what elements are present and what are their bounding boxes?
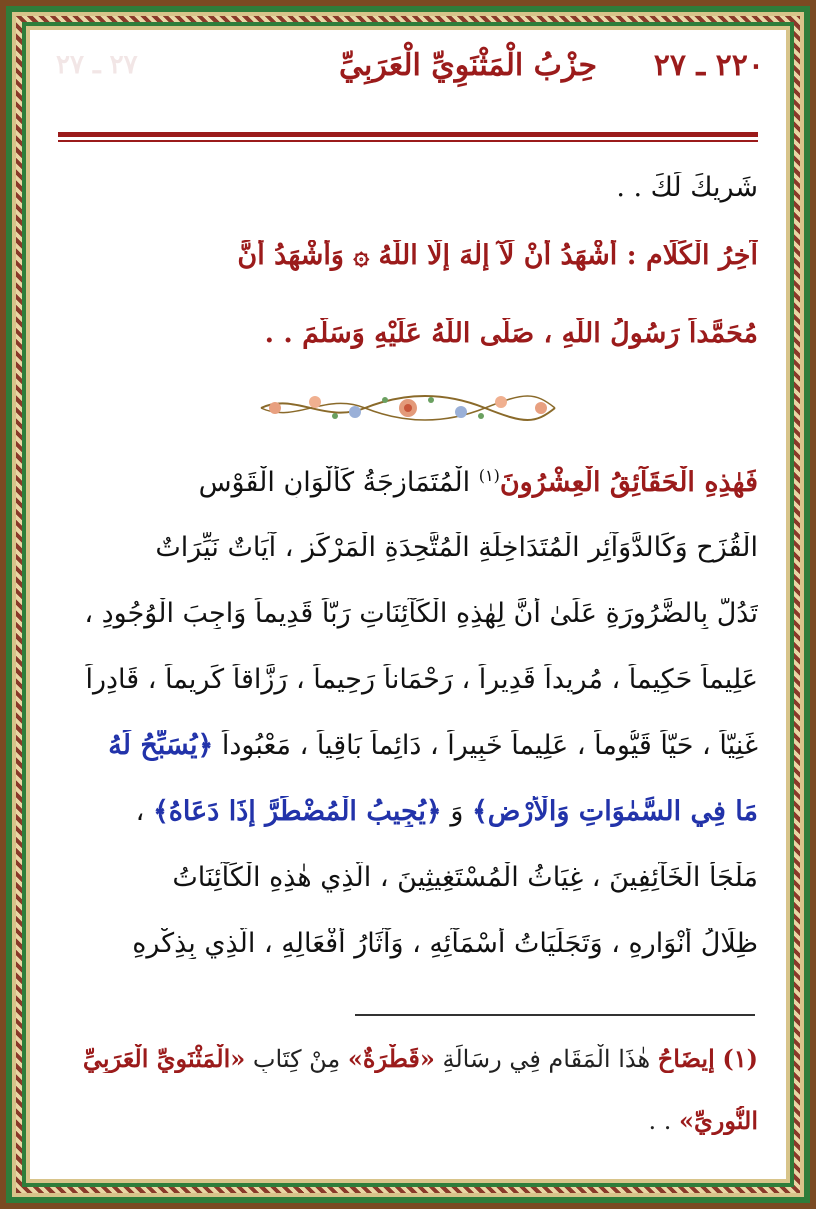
footnote-rule — [355, 1014, 755, 1016]
header-rule-thin — [58, 140, 758, 142]
running-title: حِزْبُ الْمَثْنَوِيِّ الْعَرَبِيِّ — [339, 48, 597, 83]
page-number: ٢٢٠ ـ ٢٧ — [653, 48, 764, 83]
body-line-8 — [56, 730, 758, 761]
body-line-5: الْقُزَحِ وَكَالدَّوَآئِرِ الْمُتَدَاخِلَةِ الْمُتَّحِدَةِ الْمَرْكَزِ ، آيَاتٌ نَيِّرَاتٌ — [155, 532, 758, 563]
body-line-3: مُحَمَّداً رَسُولُ اللّٰهِ ، صَلَّى اللّٰهُ عَلَيْهِ وَسَلَّمَ . . — [264, 318, 758, 349]
footnote-text-2: مِنْ كِتَابِ — [245, 1045, 348, 1073]
footnote-ref: (١) — [478, 466, 500, 485]
footnote-line-2 — [56, 1106, 758, 1135]
floral-divider-icon — [255, 388, 561, 428]
body-line-4-rest: الْمُتَمَازِجَةُ كَأَلْوَانِ الْقَوْسِ — [198, 467, 479, 498]
header-rule-thick — [58, 132, 758, 137]
quran-verse-2: ﴿يُجِيبُ الْمُضْطَرَّ إِذَا دَعَاهُ﴾ — [152, 796, 442, 827]
body-line-4 — [56, 466, 758, 498]
footnote-keyword: إِيضَاحُ — [657, 1044, 715, 1073]
quran-verse-1a: ﴿يُسَبِّحُ لَهُ — [108, 730, 214, 761]
footnote-end: . . — [648, 1107, 679, 1135]
footnote-line-1 — [56, 1044, 758, 1073]
body-line-11: ظِلَالُ أَنْوَارِهِ ، وَتَجَلِّيَاتُ أَسْمَآئِهِ ، وَآثَارُ أَفْعَالِهِ ، الَّذِي بِذِكْرِهِ — [132, 928, 758, 959]
comma: ، — [135, 796, 153, 827]
footnote-marker: (١) — [722, 1044, 758, 1073]
body-line-10: مَلْجَأُ الْخَآئِفِينَ ، غِيَاثُ الْمُسْتَغِيثِينَ ، الَّذِي هٰذِهِ الْكَآئِنَاتُ — [172, 862, 758, 893]
page-header — [32, 48, 784, 88]
body-line-9 — [56, 796, 758, 827]
footnote-text-1: هٰذَا الْمَقَامِ فِي رِسَالَةِ — [434, 1045, 658, 1073]
body-line-1: شَرِيكَ لَكَ . . — [616, 172, 758, 203]
footnote-risala: «قَطْرَةٌ» — [347, 1044, 435, 1073]
body-line-2: آخِرُ الْكَلَامِ : أَشْهَدُ أَنْ لَآ إِلٰهَ إِلَّا اللّٰهُ ۞ وَأَشْهَدُ أَنَّ — [237, 240, 758, 271]
body-line-6: تَدُلُّ بِالضَّرُورَةِ عَلَىٰ أَنَّ لِهٰذِهِ الْكَآئِنَاتِ رَبّاً قَدِيماً وَاجِبَ الْوُجُودِ ، — [84, 598, 758, 629]
body-line-7: عَلِيماً حَكِيماً ، مُرِيداً قَدِيراً ، رَحْمَاناً رَحِيماً ، رَزَّاقاً كَرِيماً ، قَادِراً — [85, 664, 758, 695]
quran-verse-1b: مَا فِي السَّمٰوَاتِ وَالْأَرْضِ﴾ — [471, 796, 758, 827]
footnote-book-title: «الْمَثْنَوِيِّ الْعَرَبِيِّ — [82, 1044, 246, 1073]
body-line-8-text: غَنِيّاً ، حَيّاً قَيُّوماً ، عَلِيماً خَبِيراً ، دَائِماً بَاقِياً ، مَعْبُوداً — [213, 730, 758, 761]
conjunction: وَ — [441, 796, 472, 827]
ghost-page-number: ٢٧ ـ ٢٧ — [56, 50, 138, 80]
footnote-book-title-end: النُّورِيِّ» — [679, 1106, 758, 1135]
topic-heading: فَهٰذِهِ الْحَقَآئِقُ الْعِشْرُونَ — [499, 467, 758, 498]
